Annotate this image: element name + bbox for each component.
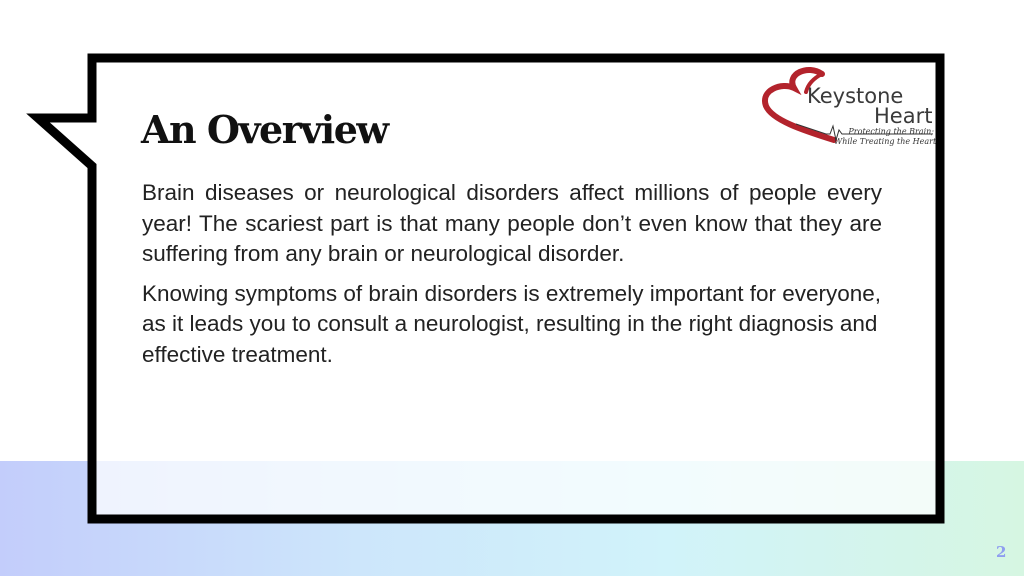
logo-tagline-line-2: While Treating the Heart — [834, 137, 937, 146]
body-paragraph-2: Knowing symptoms of brain disorders is extremely important for everyone, as it leads you to consult a neurologist, resulting in the right diagnosis and effective treatment. — [142, 280, 882, 367]
logo-word-heart: Heart — [874, 104, 933, 128]
slide-body — [142, 178, 882, 379]
keystone-heart-logo — [756, 64, 936, 150]
logo-tagline — [834, 127, 937, 147]
logo-word-keystone: Keystone — [807, 84, 904, 108]
page-number: 2 — [996, 543, 1007, 561]
slide-title: An Overview — [141, 107, 388, 152]
logo-tagline-line-1: Protecting the Brain; — [848, 127, 934, 136]
body-paragraph-1: Brain diseases or neurological disorders affect millions of people every year! The scariest part is that many people don’t even know that they are suffering from any brain or neurological disorder. — [142, 180, 882, 266]
